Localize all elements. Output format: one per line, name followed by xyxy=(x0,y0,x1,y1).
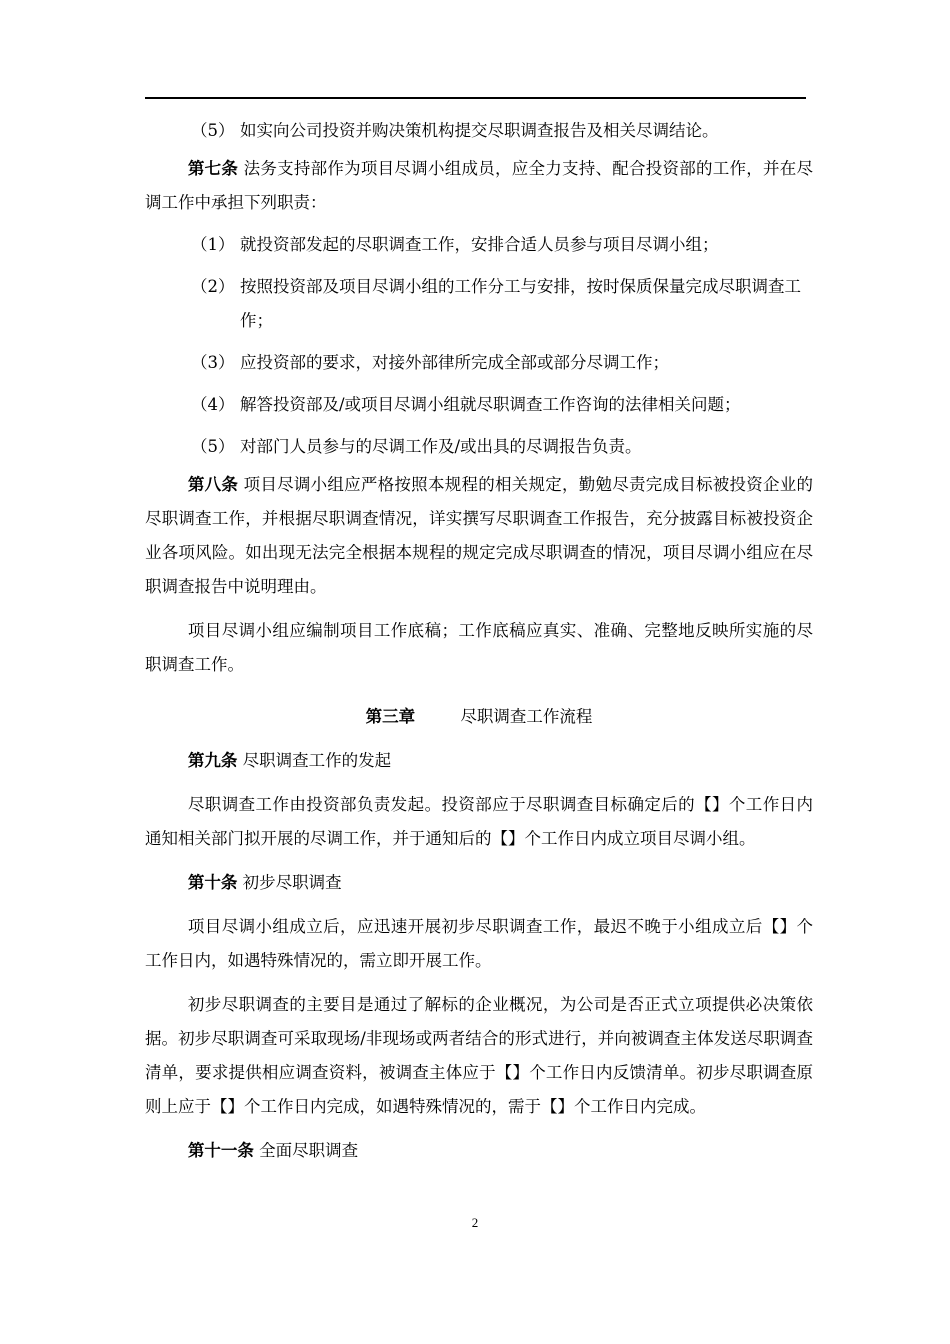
article-8 xyxy=(145,468,813,604)
list-item xyxy=(145,430,813,464)
item-number: （1） xyxy=(191,235,235,254)
page-number: 2 xyxy=(471,1215,479,1230)
item-text: 就投资部发起的尽职调查工作，安排合适人员参与项目尽调小组； xyxy=(240,235,719,254)
paragraph: 初步尽职调查的主要目是通过了解标的企业概况，为公司是否正式立项提供必决策依据。初步尽职调查可采取现场/非现场或两者结合的形式进行，并向被调查主体发送尽职调查清单，要求提供相应调查资料，被调查主体应于【】个工作日内反馈清单。初步尽职调查原则上应于【】个工作日内完成，如遇特殊情况的，需于【】个工作日内完成。 xyxy=(145,995,813,1116)
article-title: 全面尽职调查 xyxy=(259,1141,359,1160)
item-number: （3） xyxy=(191,353,235,372)
document-body xyxy=(145,114,813,1168)
article-heading: 第十条 xyxy=(187,873,238,892)
item-number: （2） xyxy=(191,277,235,296)
article-heading: 第八条 xyxy=(187,475,239,494)
article-text: 项目尽调小组应严格按照本规程的相关规定，勤勉尽责完成目标被投资企业的尽职调查工作，并根据尽职调查情况，详实撰写尽职调查工作报告，充分披露目标被投资企业各项风险。如出现无法完全根据本规程的规定完成尽职调查的情况，项目尽调小组应在尽职调查报告中说明理由。 xyxy=(145,475,814,596)
article-7 xyxy=(145,152,813,220)
article-9-heading xyxy=(145,744,813,778)
item-text: 对部门人员参与的尽调工作及/或出具的尽调报告负责。 xyxy=(240,437,642,456)
chapter-heading xyxy=(145,700,813,734)
list-item xyxy=(145,388,813,422)
article-title: 尽职调查工作的发起 xyxy=(242,751,392,770)
chapter-title: 尽职调查工作流程 xyxy=(460,707,593,726)
item-number: （5） xyxy=(191,121,235,140)
article-10-heading xyxy=(145,866,813,900)
item-text: 解答投资部及/或项目尽调小组就尽职调查工作咨询的法律相关问题； xyxy=(240,395,741,414)
header-rule xyxy=(145,97,806,99)
list-item xyxy=(145,346,813,380)
article-text: 法务支持部作为项目尽调小组成员，应全力支持、配合投资部的工作，并在尽调工作中承担下列职责： xyxy=(145,159,814,212)
item-text: 应投资部的要求，对接外部律所完成全部或部分尽调工作； xyxy=(240,353,669,372)
article-heading: 第十一条 xyxy=(187,1141,254,1160)
item-number: （5） xyxy=(191,437,235,456)
article-title: 初步尽职调查 xyxy=(242,873,342,892)
item-number: （4） xyxy=(191,395,235,414)
list-item xyxy=(145,228,813,262)
item-text: 按照投资部及项目尽调小组的工作分工与安排，按时保质保量完成尽职调查工作； xyxy=(240,277,801,330)
paragraph: 尽职调查工作由投资部负责发起。投资部应于尽职调查目标确定后的【】个工作日内通知相关部门拟开展的尽调工作，并于通知后的【】个工作日内成立项目尽调小组。 xyxy=(145,795,813,848)
chapter-number: 第三章 xyxy=(365,707,416,726)
article-heading: 第七条 xyxy=(187,159,239,178)
article-heading: 第九条 xyxy=(187,751,238,770)
paragraph: 项目尽调小组成立后，应迅速开展初步尽职调查工作，最迟不晚于小组成立后【】个工作日内，如遇特殊情况的，需立即开展工作。 xyxy=(145,917,813,970)
paragraph: 项目尽调小组应编制项目工作底稿；工作底稿应真实、准确、完整地反映所实施的尽职调查工作。 xyxy=(145,621,813,674)
list-item xyxy=(145,114,813,148)
item-text: 如实向公司投资并购决策机构提交尽职调查报告及相关尽调结论。 xyxy=(240,121,719,140)
article-11-heading xyxy=(145,1134,813,1168)
list-item xyxy=(145,270,813,338)
